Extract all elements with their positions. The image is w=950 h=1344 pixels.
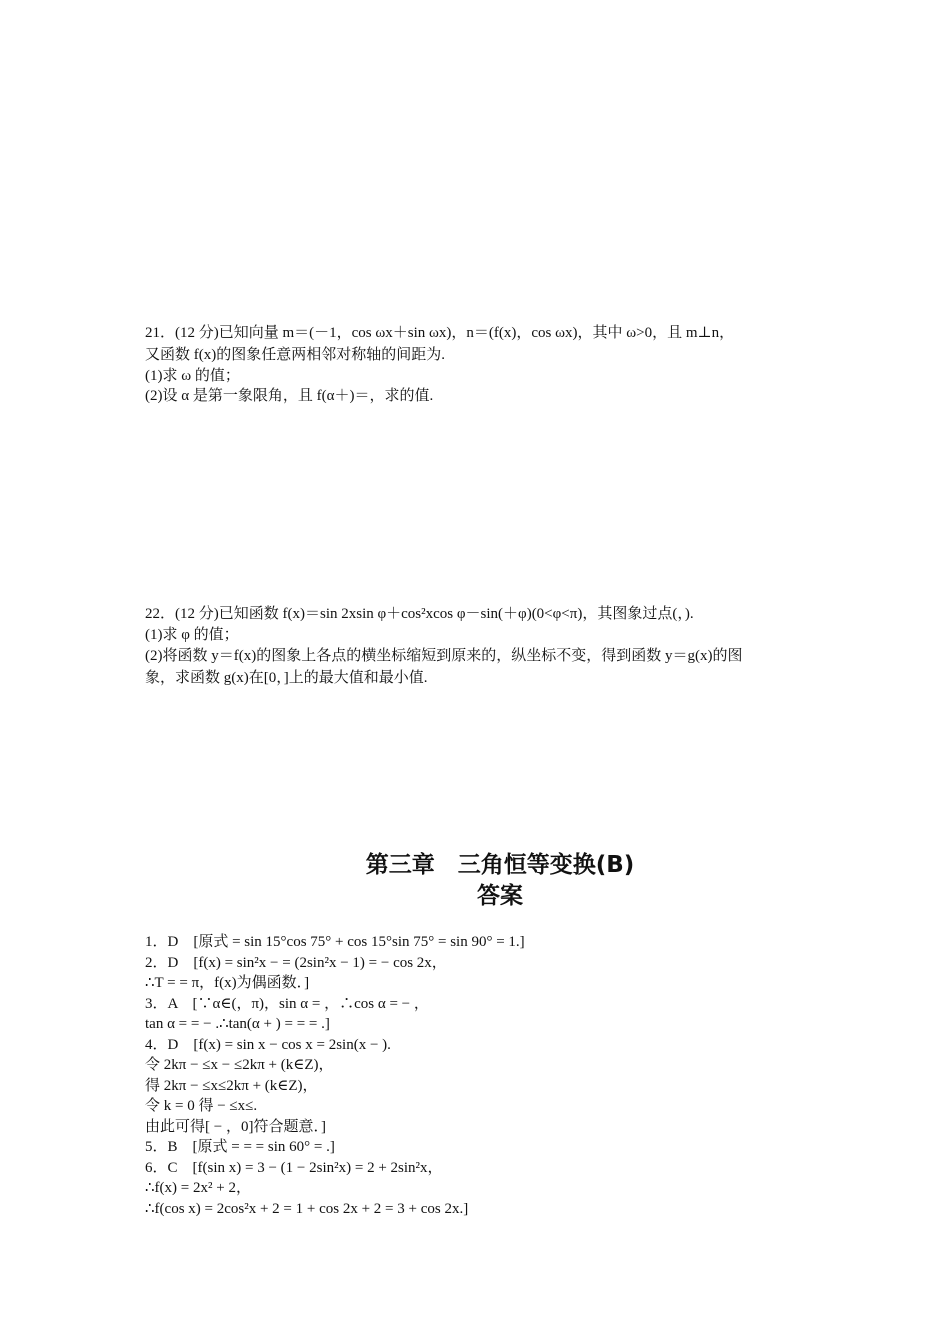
answer-line: tan α = = − .∴tan(α + ) = = = .] — [145, 1016, 330, 1032]
problem-22-line: 22．(12 分)已知函数 f(x)＝sin 2xsin φ＋cos²xcos φ－sin(＋φ)(0<φ<π)，其图象过点(，). — [145, 606, 694, 622]
answer-line: 令 k = 0 得 − ≤x≤. — [145, 1098, 258, 1114]
answer-line: ∴f(x) = 2x² + 2， — [145, 1180, 251, 1196]
problem-22-part-2: (2)将函数 y＝f(x)的图象上各点的横坐标缩短到原来的，纵坐标不变，得到函数 y＝g(x)的图 — [145, 648, 743, 664]
answer-line: 由此可得[ − ，0]符合题意．] — [145, 1119, 326, 1135]
problem-21-line: 21．(12 分)已知向量 m＝(－1，cos ωx＋sin ωx)，n＝(f(x)，cos ωx)，其中 ω>0，且 m⊥n， — [145, 325, 735, 341]
answer-section-subtitle: 答案 — [477, 883, 523, 909]
answer-line: ∴f(cos x) = 2cos²x + 2 = 1 + cos 2x + 2 = 3 + cos 2x.] — [145, 1201, 469, 1217]
answer-section-title: 第三章 三角恒等变换(B) — [365, 852, 635, 878]
answer-line: 3．A [∵α∈(，π)，sin α = ，∴cos α = − ， — [145, 996, 429, 1012]
problem-22-line: 象，求函数 g(x)在[0，]上的最大值和最小值. — [145, 670, 428, 686]
problem-21-part-2: (2)设 α 是第一象限角，且 f(α＋)＝，求的值. — [145, 388, 434, 404]
answer-line: 1．D [原式 = sin 15°cos 75° + cos 15°sin 75° = sin 90° = 1.] — [145, 934, 525, 950]
problem-21-line: 又函数 f(x)的图象任意两相邻对称轴的间距为. — [145, 347, 445, 363]
answer-line: 5．B [原式 = = = sin 60° = .] — [145, 1139, 335, 1155]
problem-22-part-1: (1)求 φ 的值； — [145, 627, 239, 643]
answer-line: 令 2kπ − ≤x − ≤2kπ + (k∈Z)， — [145, 1057, 334, 1073]
problem-21-part-1: (1)求 ω 的值； — [145, 368, 240, 384]
answer-line: 得 2kπ − ≤x≤2kπ + (k∈Z)， — [145, 1078, 318, 1094]
answer-line: 6．C [f(sin x) = 3 − (1 − 2sin²x) = 2 + 2sin²x， — [145, 1160, 443, 1176]
answer-line: ∴T = = π，f(x)为偶函数．] — [145, 975, 310, 991]
answer-line: 4．D [f(x) = sin x − cos x = 2sin(x − ). — [145, 1037, 391, 1053]
answer-line: 2．D [f(x) = sin²x − = (2sin²x − 1) = − cos 2x， — [145, 955, 447, 971]
